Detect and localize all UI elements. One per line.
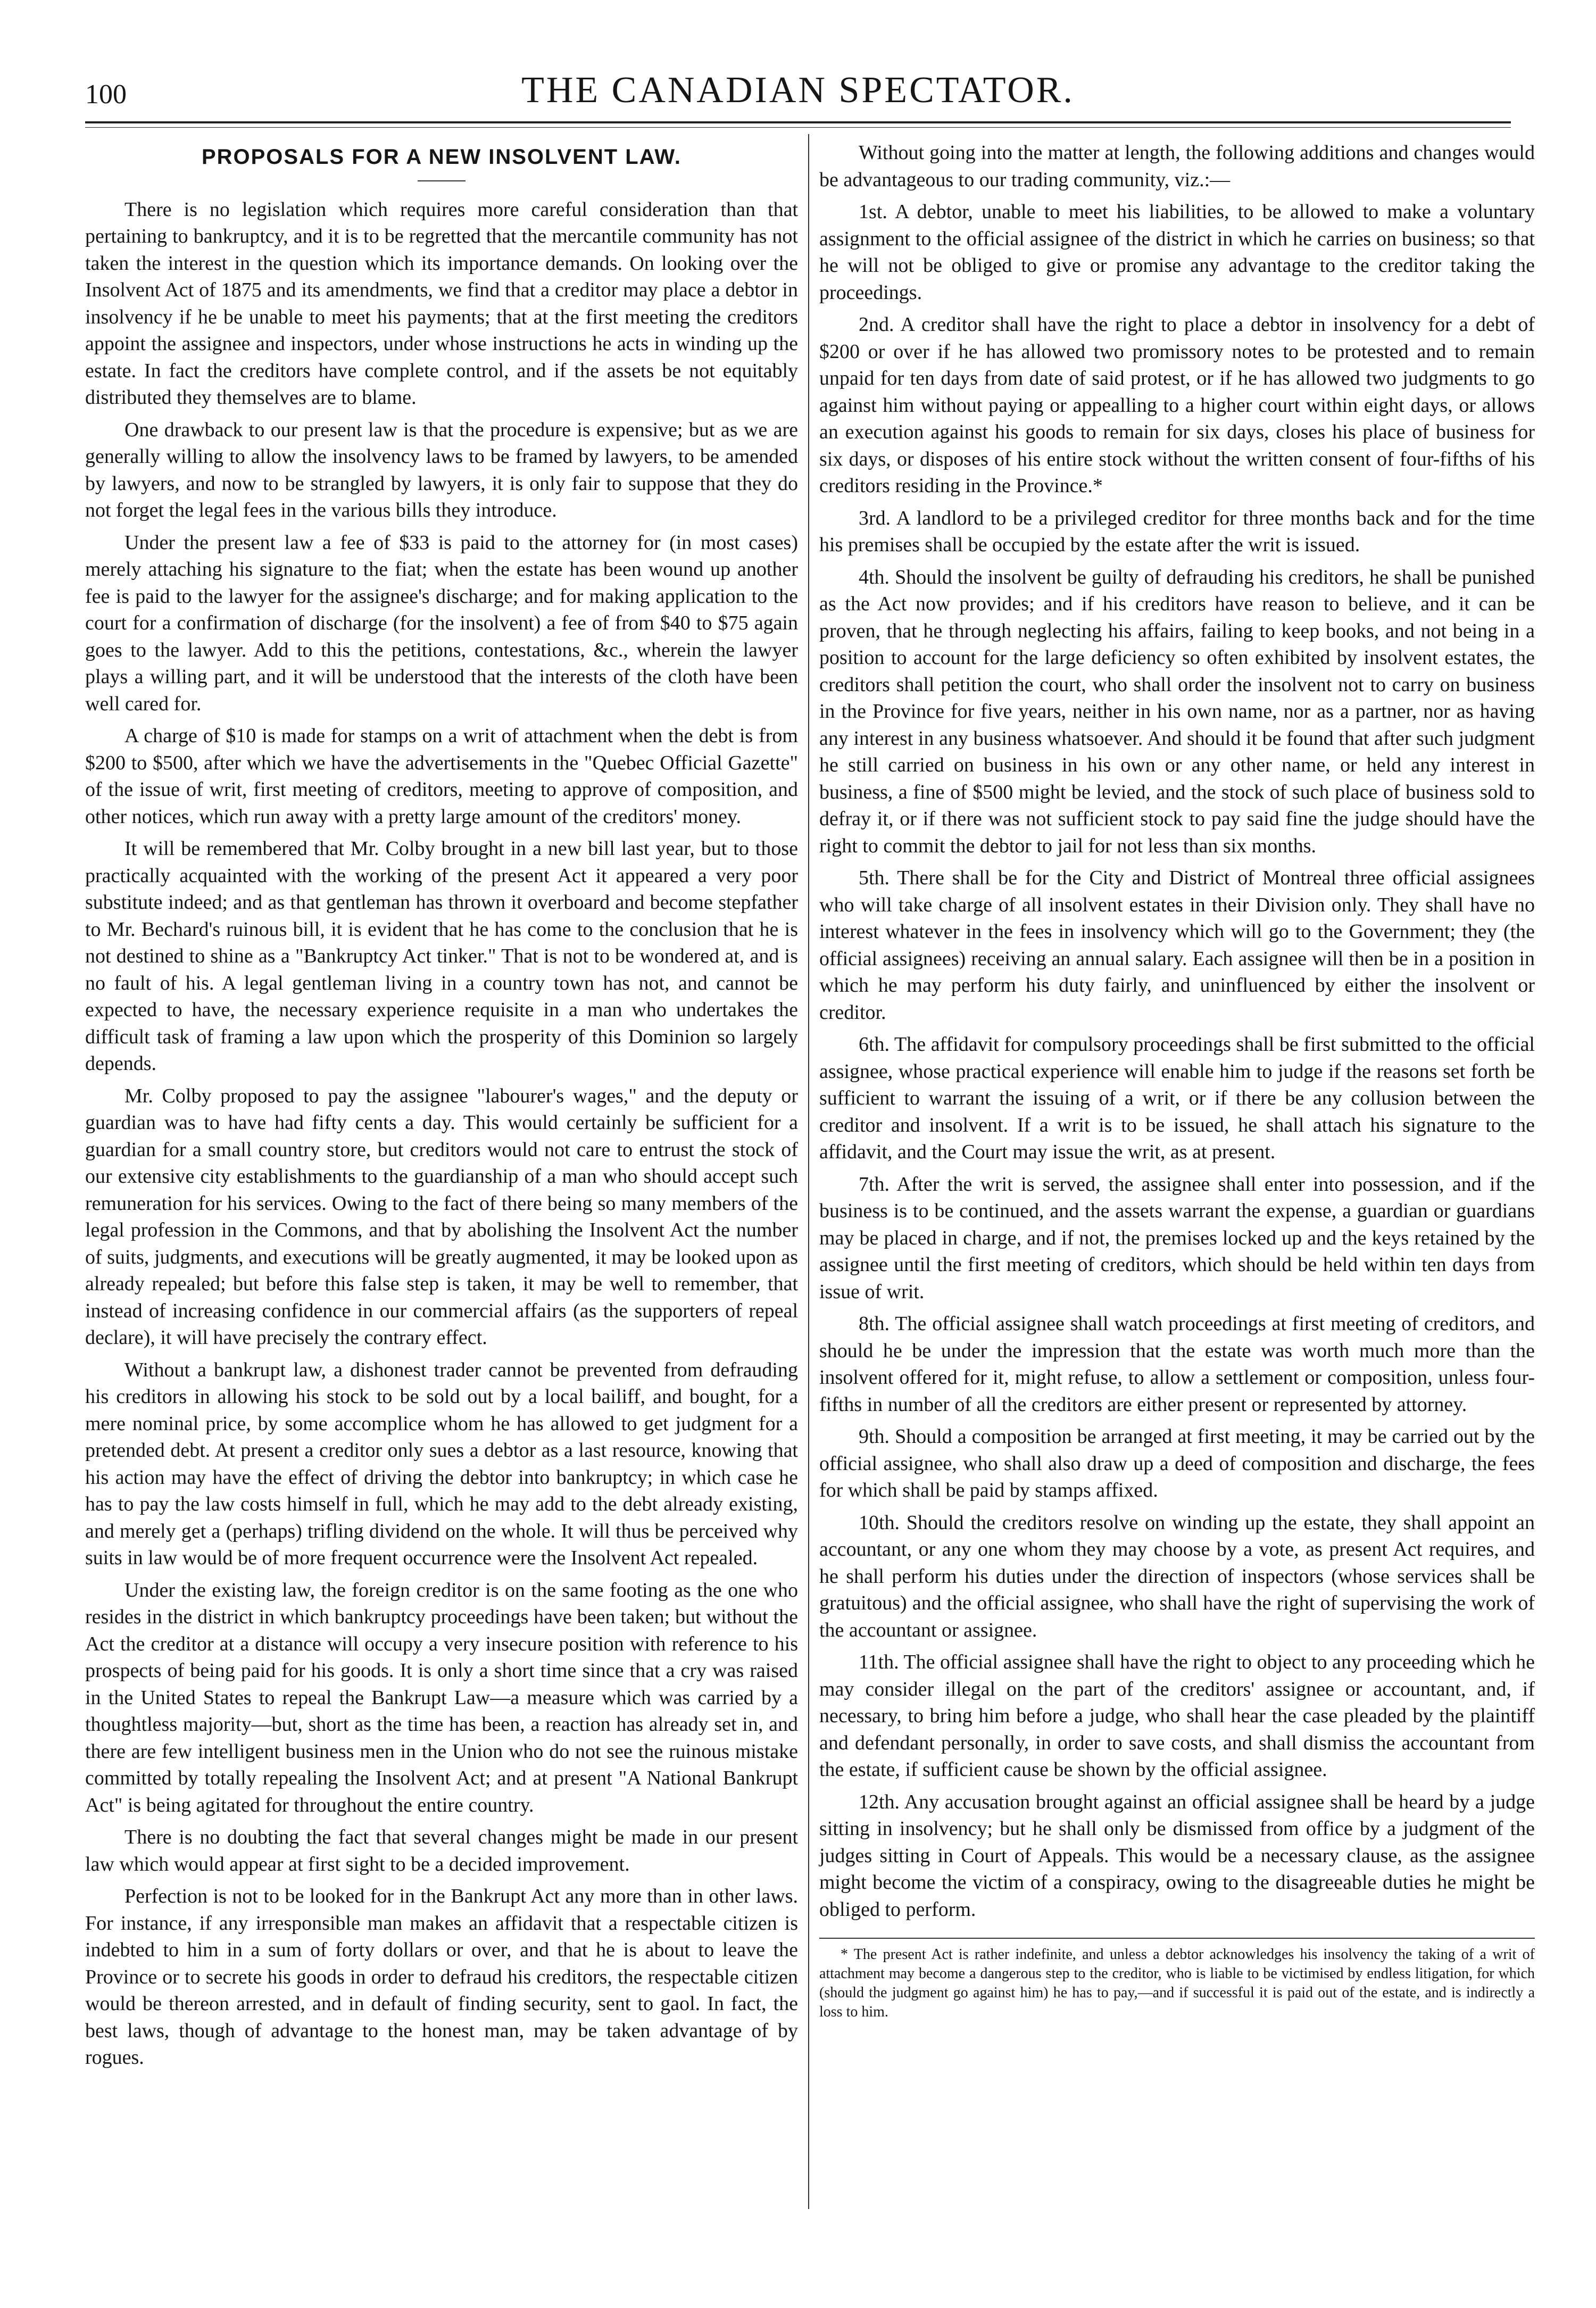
numbered-clause: 1st. A debtor, unable to meet his liabilities, to be allowed to make a voluntary assignment to the official assignee of the district in which he carries on business; so that he will not be obliged to give or promise any advantage to the creditor taking the proceedings. (819, 201, 1535, 304)
title-rule (418, 180, 466, 181)
column-divider (808, 134, 809, 2209)
footnote-rule (819, 1938, 1535, 1939)
numbered-clause: 10th. Should the creditors resolve on winding up the estate, they shall appoint an accountant, or any one whom they may choose by a vote, as present Act requires, and he shall perform his duties under the direction of inspectors (whose services shall be gratuitous) and the official assignee, who shall have the right of supervising the work of the accountant or assignee. (819, 1511, 1535, 1641)
numbered-clause: 8th. The official assignee shall watch proceedings at first meeting of creditors, and should he be under the impression that the estate was worth much more than the insolvent offered for it, might refuse, to allow a settlement or composition, unless four-fifths in number of all the creditors are either present or represented by attorney. (819, 1313, 1535, 1416)
paragraph: One drawback to our present law is that the procedure is expensive; but as we are generally willing to allow the insolvency laws to be framed by lawyers, to be amended by lawyers, and now to be strangled by lawyers, it is only fair to suppose that they do not forget the legal fees in the various bills they introduce. (85, 418, 798, 521)
numbered-clause: 2nd. A creditor shall have the right to place a debtor in insolvency for a debt of $200 or over if he has allowed two promissory notes to be protested and to remain unpaid for ten days from date of said protest, or if he has allowed two judgments to go against him without paying or appealling to a higher court within eight days, or allows an execution against his goods to remain for six days, closes his place of business for six days, or disposes of his entire stock without the written consent of four-fifths of his creditors residing in the Province.* (819, 313, 1535, 497)
paragraph: A charge of $10 is made for stamps on a writ of attachment when the debt is from $200 to $500, after which we have the advertisements in the "Quebec Official Gazette" of the issue of writ, first meeting of creditors, meeting to approve of composition, and other notices, which run away with a pretty large amount of the creditors' money. (85, 725, 798, 828)
left-column (85, 139, 798, 2077)
paragraph: There is no doubting the fact that several changes might be made in our present law which would appear at first sight to be a decided improvement. (85, 1826, 798, 1875)
right-column (819, 139, 1535, 2022)
header-rule (85, 121, 1511, 128)
numbered-clause: 12th. Any accusation brought against an official assignee shall be heard by a judge sitting in insolvency; but he shall only be dismissed from office by a judgment of the judges sitting in Court of Appeals. This would be a necessary clause, as the assignee might become the victim of a conspiracy, owing to the disagreeable duties he might be obliged to perform. (819, 1790, 1535, 1921)
numbered-clause: 11th. The official assignee shall have the right to object to any proceeding which he may consider illegal on the part of the creditors' assignee or accountant, and, if necessary, to bring him before a judge, who shall hear the case pleaded by the plaintiff and defendant personally, in order to save costs, and shall dismiss the accountant from the estate, if sufficient cause be shown by the official assignee. (819, 1651, 1535, 1781)
page-number: 100 (85, 79, 127, 110)
article-title: PROPOSALS FOR A NEW INSOLVENT LAW. (201, 145, 682, 169)
numbered-clause: 7th. After the writ is served, the assignee shall enter into possession, and if the business is to be continued, and the assets warrant the expense, a guardian or guardians may be placed in charge, and if not, the premises locked up and the keys retained by the assignee until the first meeting of creditors, which should be held within ten days from issue of writ. (819, 1173, 1535, 1303)
paragraph: Perfection is not to be looked for in the Bankrupt Act any more than in other laws. For instance, if any irresponsible man makes an affidavit that a respectable citizen is indebted to him in a sum of forty dollars or over, and that he is about to leave the Province or to secrete his goods in order to defraud his creditors, the respectable citizen would be thereon arrested, and in default of finding security, sent to gaol. In fact, the best laws, though of advantage to the honest man, may be taken advantage of by rogues. (85, 1885, 798, 2069)
page-header (85, 69, 1511, 122)
paragraph: There is no legislation which requires more careful consideration than that pertaining to bankruptcy, and it is to be regretted that the mercantile community has not taken the interest in the question which its importance demands. On looking over the Insolvent Act of 1875 and its amendments, we find that a creditor may place a debtor in insolvency if he be unable to meet his payments; that at the first meeting the creditors appoint the assignee and inspectors, under whose instructions he acts in winding up the estate. In fact the creditors have complete control, and if the assets be not equitably distributed they themselves are to blame. (85, 198, 798, 409)
numbered-clause: 3rd. A landlord to be a privileged creditor for three months back and for the time his premises shall be occupied by the estate after the writ is issued. (819, 507, 1535, 556)
paragraph: Under the present law a fee of $33 is paid to the attorney for (in most cases) merely attaching his signature to the fiat; when the estate has been wound up another fee is paid to the lawyer for the assignee's discharge; and for making application to the court for a confirmation of discharge (for the insolvent) a fee of from $40 to $75 again goes to the lawyer. Add to this the petitions, contestations, &c., wherein the lawyer plays a willing part, and it will be understood that the interests of the cloth have been well cared for. (85, 531, 798, 715)
footnote: * The present Act is rather indefinite, and unless a debtor acknowledges his insolvency the taking of a writ of attachment may become a dangerous step to the creditor, who is liable to be victimised by endless litigation, for which (should the judgment go against him) he has to pay,—and if successful it is paid out of the estate, and is indirectly a loss to him. (819, 1946, 1535, 2020)
masthead-title: THE CANADIAN SPECTATOR. (521, 70, 1075, 111)
paragraph: It will be remembered that Mr. Colby brought in a new bill last year, but to those practically acquainted with the working of the present Act it appeared a very poor substitute indeed; and as that gentleman has thrown it overboard and become stepfather to Mr. Bechard's ruinous bill, it is evident that he has come to the conclusion that he is not destined to shine as a "Bankruptcy Act tinker." That is not to be wondered at, and is no fault of his. A legal gentleman living in a country town has not, and cannot be expected to have, the necessary experience requisite in a man who undertakes the difficult task of framing a law upon which the prosperity of this Dominion so largely depends. (85, 837, 798, 1075)
paragraph: Mr. Colby proposed to pay the assignee "labourer's wages," and the deputy or guardian was to have had fifty cents a day. This would certainly be sufficient for a guardian for a small country store, but creditors would not care to entrust the stock of our extensive city establishments to the guardianship of a man who should accept such remuneration for his services. Owing to the fact of there being so many members of the legal profession in the Commons, and that by abolishing the Insolvent Act the number of suits, judgments, and executions will be greatly augmented, it may be looked upon as already repealed; but before this false step is taken, it may be well to remember, that instead of increasing confidence in our commercial affairs (as the supporters of repeal declare), it will have precisely the contrary effect. (85, 1084, 798, 1349)
numbered-clause: 6th. The affidavit for compulsory proceedings shall be first submitted to the official assignee, whose practical experience will enable him to judge if the reasons set forth be sufficient to warrant the issuing of a writ, or if there be any collusion between the creditor and insolvent. If a writ is to be issued, he shall attach his signature to the affidavit, and the Court may issue the writ, as at present. (819, 1033, 1535, 1163)
numbered-clause: 5th. There shall be for the City and District of Montreal three official assignees who will take charge of all insolvent estates in their Division only. They shall have no interest whatever in the fees in insolvency which will go to the Government; they (the official assignees) receiving an annual salary. Each assignee will then be in a position in which he may perform his duty fairly, and uninfluenced by either the insolvent or creditor. (819, 867, 1535, 1024)
numbered-clause: 4th. Should the insolvent be guilty of defrauding his creditors, he shall be punished as the Act now provides; and if his creditors have reason to believe, and it can be proven, that he through neglecting his affairs, failing to keep books, and not being in a position to account for the large deficiency so often exhibited by insolvent estates, the creditors shall petition the court, who shall order the insolvent not to carry on business in the Province for five years, neither in his own name, nor as a partner, nor as having any interest in any business whatsoever. And should it be found that after such judgment he still carried on business in his own or any other name, or held any interest in business, a fine of $500 might be levied, and the stock of such place of business sold to defray it, or if there was not sufficient stock to pay said fine the judge should have the right to commit the debtor to jail for not less than six months. (819, 566, 1535, 857)
paragraph: Without going into the matter at length, the following additions and changes would be advantageous to our trading community, viz.:— (819, 142, 1535, 191)
paragraph: Under the existing law, the foreign creditor is on the same footing as the one who resides in the district in which bankruptcy proceedings have been taken; but without the Act the creditor at a distance will occupy a very insecure position with reference to his prospects of being paid for his goods. It is only a short time since that a cry was raised in the United States to repeal the Bankrupt Law—a measure which was carried by a thoughtless majority—but, short as the time has been, a reaction has already set in, and there are few intelligent business men in the Union who do not see the ruinous mistake committed by totally repealing the Insolvent Act; and at present "A National Bankrupt Act" is being agitated for throughout the entire country. (85, 1579, 798, 1816)
numbered-clause: 9th. Should a composition be arranged at first meeting, it may be carried out by the official assignee, who shall also draw up a deed of composition and discharge, the fees for which shall be paid by stamps affixed. (819, 1425, 1535, 1501)
paragraph: Without a bankrupt law, a dishonest trader cannot be prevented from defrauding his creditors in allowing his stock to be sold out by a local bailiff, and bought, for a mere nominal price, by some accomplice whom he has allowed to get judgment for a pretended debt. At present a creditor only sues a debtor as a last resource, knowing that his action may have the effect of driving the debtor into bankruptcy; in which case he has to pay the law costs himself in full, which he may add to the debt already existing, and merely get a (perhaps) trifling dividend on the whole. It will thus be perceived why suits in law would be of more frequent occurrence were the Insolvent Act repealed. (85, 1358, 798, 1569)
